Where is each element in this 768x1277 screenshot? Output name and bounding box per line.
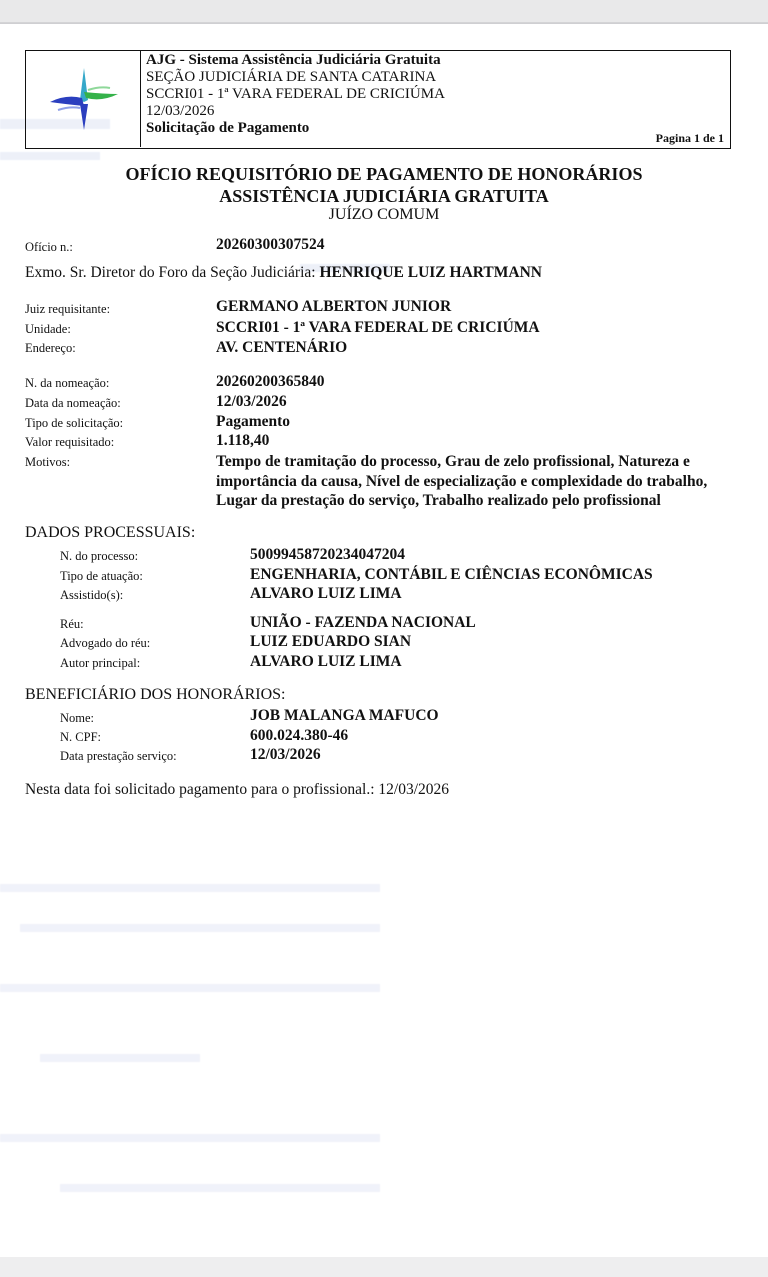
unidade-value: SCCRI01 - 1ª VARA FEDERAL DE CRICIÚMA [216,319,540,336]
addressee-prefix [25,264,542,282]
oficio-value: 20260300307524 [216,236,325,253]
beneficiario-heading: BENEFICIÁRIO DOS HONORÁRIOS: [25,686,286,703]
title-line-3: JUÍZO COMUM [328,206,440,223]
justica-federal-logo-icon [44,64,124,134]
reu-value: UNIÃO - FAZENDA NACIONAL [250,614,476,631]
motivos-line-1: Tempo de tramitação do processo, Grau de zelo profissional, Natureza e [216,453,690,470]
footer-note: Nesta data foi solicitado pagamento para o profissional.: 12/03/2026 [25,781,449,798]
endereco-label: Endereço: [25,341,76,355]
addressee-name: HENRIQUE LUIZ HARTMANN [319,264,542,281]
processo-value: 50099458720234047204 [250,546,405,563]
advogado-label: Advogado do réu: [60,636,151,650]
motivos-line-2: importância da causa, Nível de especialização e complexidade do trabalho, [216,472,708,490]
endereco-value: AV. CENTENÁRIO [216,339,348,356]
autor-value: ALVARO LUIZ LIMA [250,653,402,670]
assistido-value: ALVARO LUIZ LIMA [250,585,402,602]
juiz-label: Juiz requisitante: [25,302,111,316]
header-date: 12/03/2026 [146,103,215,119]
prestacao-label: Data prestação serviço: [60,749,177,763]
data-nomeacao-value: 12/03/2026 [216,393,287,410]
processo-label: N. do processo: [60,549,139,563]
oficio-label: Ofício n.: [25,240,73,254]
motivos-label: Motivos: [25,455,71,469]
court-name: SCCRI01 - 1ª VARA FEDERAL DE CRICIÚMA [146,86,445,102]
cpf-label: N. CPF: [60,730,101,744]
doc-type: Solicitação de Pagamento [146,120,310,136]
advogado-value: LUIZ EDUARDO SIAN [250,633,412,650]
juiz-value: GERMANO ALBERTON JUNIOR [216,298,452,315]
prestacao-value: 12/03/2026 [250,746,321,763]
atuacao-value: ENGENHARIA, CONTÁBIL E CIÊNCIAS ECONÔMICAS [250,566,653,583]
header-text [146,52,445,137]
viewer-bottom-bar [0,1257,768,1277]
nomeacao-label: N. da nomeação: [25,376,110,390]
system-name: AJG - Sistema Assistência Judiciária Gratuita [146,52,441,68]
autor-label: Autor principal: [60,656,141,670]
tipo-solicitacao-value: Pagamento [216,413,291,430]
header-box [25,50,731,149]
atuacao-label: Tipo de atuação: [60,569,143,583]
dados-heading: DADOS PROCESSUAIS: [25,524,196,541]
viewer-top-bar [0,0,768,23]
title-line-2: ASSISTÊNCIA JUDICIÁRIA GRATUITA [219,186,549,206]
valor-value: 1.118,40 [216,432,270,449]
cpf-value: 600.024.380-46 [250,727,349,744]
motivos-value [216,452,736,511]
motivos-line-3: Lugar da prestação do serviço, Trabalho realizado pelo profissional [216,492,661,509]
data-nomeacao-label: Data da nomeação: [25,396,121,410]
document-page [0,23,768,1258]
reu-label: Réu: [60,617,84,631]
unidade-label: Unidade: [25,322,71,336]
title-line-1: OFÍCIO REQUISITÓRIO DE PAGAMENTO DE HONORÁRIOS [125,164,643,184]
nomeacao-value: 20260200365840 [216,373,325,390]
page-number: Pagina 1 de 1 [655,131,724,145]
nome-label: Nome: [60,711,95,725]
assistido-label: Assistido(s): [60,588,124,602]
logo-cell [26,51,141,147]
tipo-solicitacao-label: Tipo de solicitação: [25,416,124,430]
addressee-prefix-text: Exmo. Sr. Diretor do Foro da Seção Judiciária: [25,264,316,281]
valor-label: Valor requisitado: [25,435,115,449]
section-name: SEÇÃO JUDICIÁRIA DE SANTA CATARINA [146,69,437,85]
nome-value: JOB MALANGA MAFUCO [250,707,439,724]
